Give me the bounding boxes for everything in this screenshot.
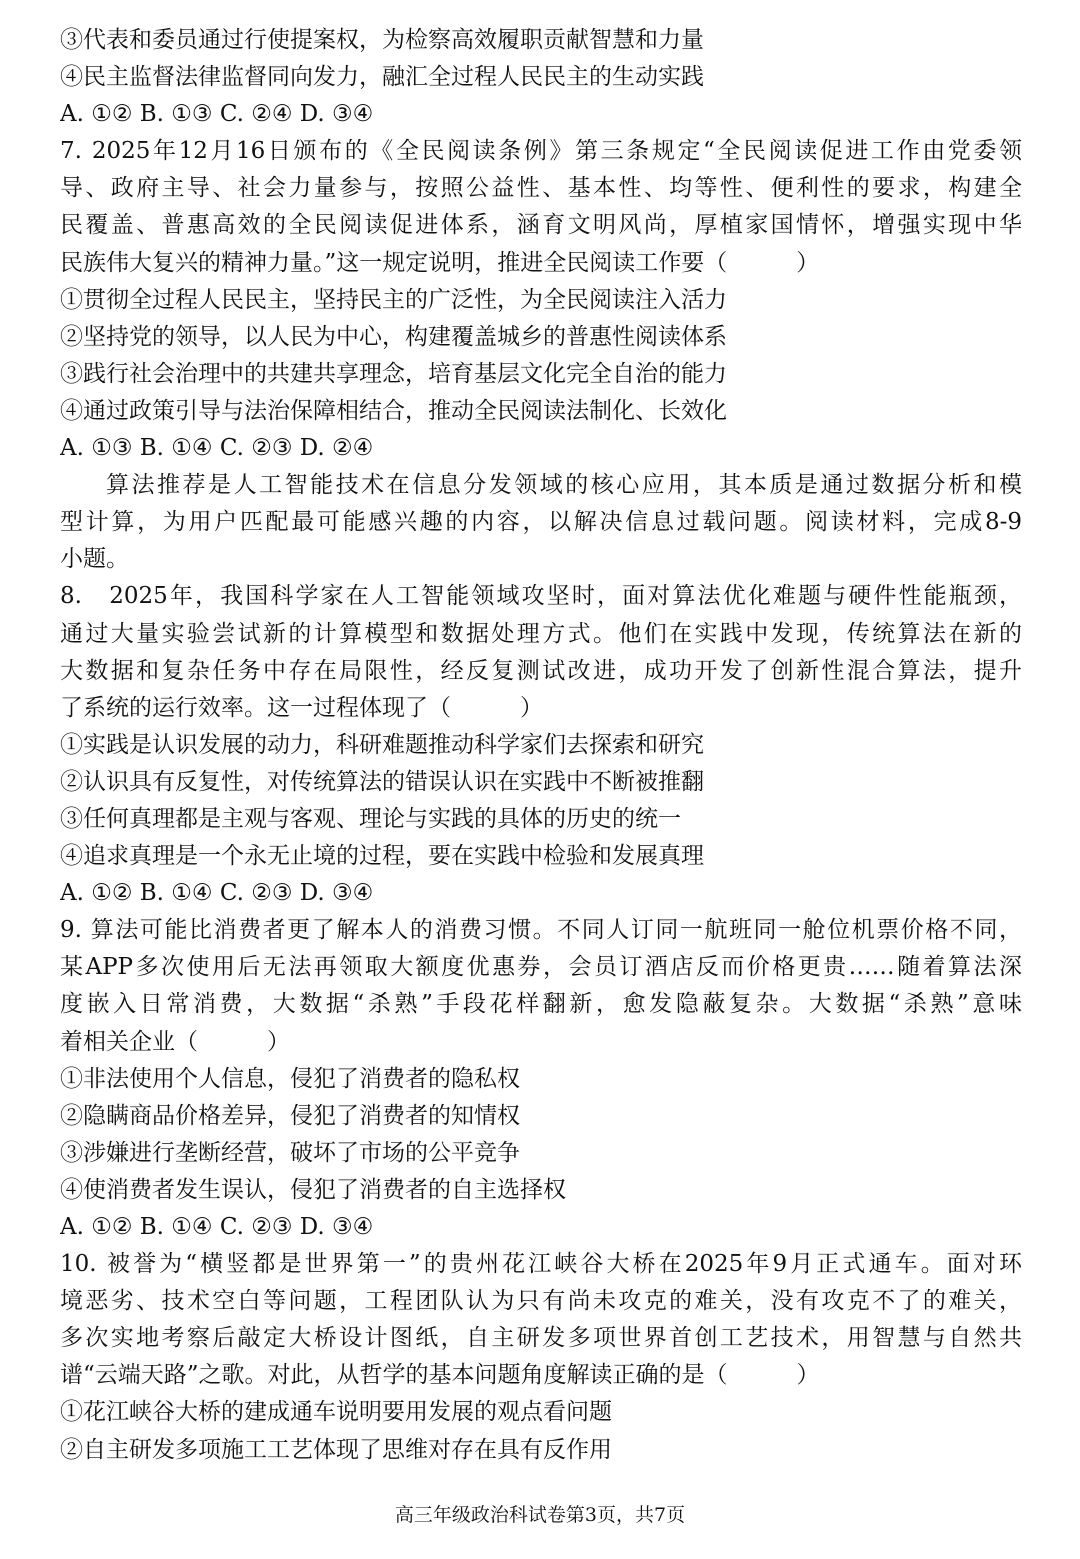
text-line: 7. 2025年12月16日颁布的《全民阅读条例》第三条规定“全民阅读促进工作由党委领 (60, 138, 1022, 165)
text-line: 8. 2025年，我国科学家在人工智能领域攻坚时，面对算法优化难题与硬件性能瓶颈， (60, 583, 1022, 610)
text-line: ③践行社会治理中的共建共享理念，培育基层文化完全自治的能力 (60, 360, 727, 387)
page-footer: 高三年级政治科试卷第3页，共7页 (394, 1504, 686, 1526)
text-line: ①花江峡谷大桥的建成通车说明要用发展的观点看问题 (60, 1399, 612, 1426)
text-line: 9. 算法可能比消费者更了解本人的消费习惯。不同人订同一航班同一舱位机票价格不同， (60, 917, 1022, 944)
text-line: 多次实地考察后敲定大桥设计图纸，自主研发多项世界首创工艺技术，用智慧与自然共 (60, 1325, 1022, 1352)
text-line: A. ①② B. ①③ C. ②④ D. ③④ (60, 101, 374, 128)
text-line: ②认识具有反复性，对传统算法的错误认识在实践中不断被推翻 (60, 768, 704, 795)
text-line: 谱“云端天路”之歌。对此，从哲学的基本问题角度解读正确的是（ ） (60, 1362, 820, 1389)
text-line: 某APP多次使用后无法再领取大额度优惠券，会员订酒店反而价格更贵……随着算法深 (60, 954, 1022, 981)
text-line: A. ①② B. ①④ C. ②③ D. ③④ (60, 1214, 374, 1240)
text-line: ①实践是认识发展的动力，科研难题推动科学家们去探索和研究 (60, 731, 704, 758)
text-line: ①非法使用个人信息，侵犯了消费者的隐私权 (60, 1065, 520, 1092)
text-line: ④使消费者发生误认，侵犯了消费者的自主选择权 (60, 1176, 566, 1203)
text-line: 10. 被誉为“横竖都是世界第一”的贵州花江峡谷大桥在2025年9月正式通车。面对环 (60, 1251, 1022, 1278)
text-line: ②隐瞒商品价格差异，侵犯了消费者的知情权 (60, 1102, 520, 1129)
text-line: A. ①② B. ①④ C. ②③ D. ③④ (60, 880, 374, 907)
text-line: ③代表和委员通过行使提案权，为检察高效履职贡献智慧和力量 (60, 27, 704, 53)
text-line: ②自主研发多项施工工艺体现了思维对存在具有反作用 (60, 1436, 612, 1463)
text-line: 民族伟大复兴的精神力量。”这一规定说明，推进全民阅读工作要（ ） (60, 249, 820, 276)
text-line: 通过大量实验尝试新的计算模型和数据处理方式。他们在实践中发现，传统算法在新的 (60, 620, 1022, 647)
question-text-block (60, 22, 1022, 1469)
text-line: ③任何真理都是主观与客观、理论与实践的具体的历史的统一 (60, 805, 681, 832)
text-line: A. ①③ B. ①④ C. ②③ D. ②④ (60, 435, 374, 462)
text-line: 度嵌入日常消费，大数据“杀熟”手段花样翻新，愈发隐蔽复杂。大数据“杀熟”意味 (60, 991, 1022, 1018)
text-line: 大数据和复杂任务中存在局限性，经反复测试改进，成功开发了创新性混合算法，提升 (60, 657, 1022, 684)
text-line: 了系统的运行效率。这一过程体现了（ ） (60, 694, 543, 721)
text-line: 着相关企业（ ） (60, 1028, 290, 1055)
text-line: ③涉嫌进行垄断经营，破坏了市场的公平竞争 (60, 1139, 520, 1166)
text-line: 民覆盖、普惠高效的全民阅读促进体系，涵育文明风尚，厚植家国情怀，增强实现中华 (60, 212, 1022, 239)
text-line: 导、政府主导、社会力量参与，按照公益性、基本性、均等性、便利性的要求，构建全 (60, 175, 1022, 202)
text-line: ④追求真理是一个永无止境的过程，要在实践中检验和发展真理 (60, 843, 704, 870)
text-line: ④民主监督法律监督同向发力，融汇全过程人民民主的生动实践 (60, 64, 704, 91)
text-line: 境恶劣、技术空白等问题，工程团队认为只有尚未攻克的难关，没有攻克不了的难关， (60, 1288, 1022, 1315)
text-line: 算法推荐是人工智能技术在信息分发领域的核心应用，其本质是通过数据分析和模 (106, 472, 1022, 499)
text-line: ②坚持党的领导，以人民为中心，构建覆盖城乡的普惠性阅读体系 (60, 323, 727, 350)
text-line: 型计算，为用户匹配最可能感兴趣的内容，以解决信息过载问题。阅读材料，完成8-9 (60, 509, 1022, 536)
text-line: 小题。 (60, 546, 129, 573)
text-line: ④通过政策引导与法治保障相结合，推动全民阅读法制化、长效化 (60, 397, 727, 424)
text-line: ①贯彻全过程人民民主，坚持民主的广泛性，为全民阅读注入活力 (60, 286, 727, 313)
